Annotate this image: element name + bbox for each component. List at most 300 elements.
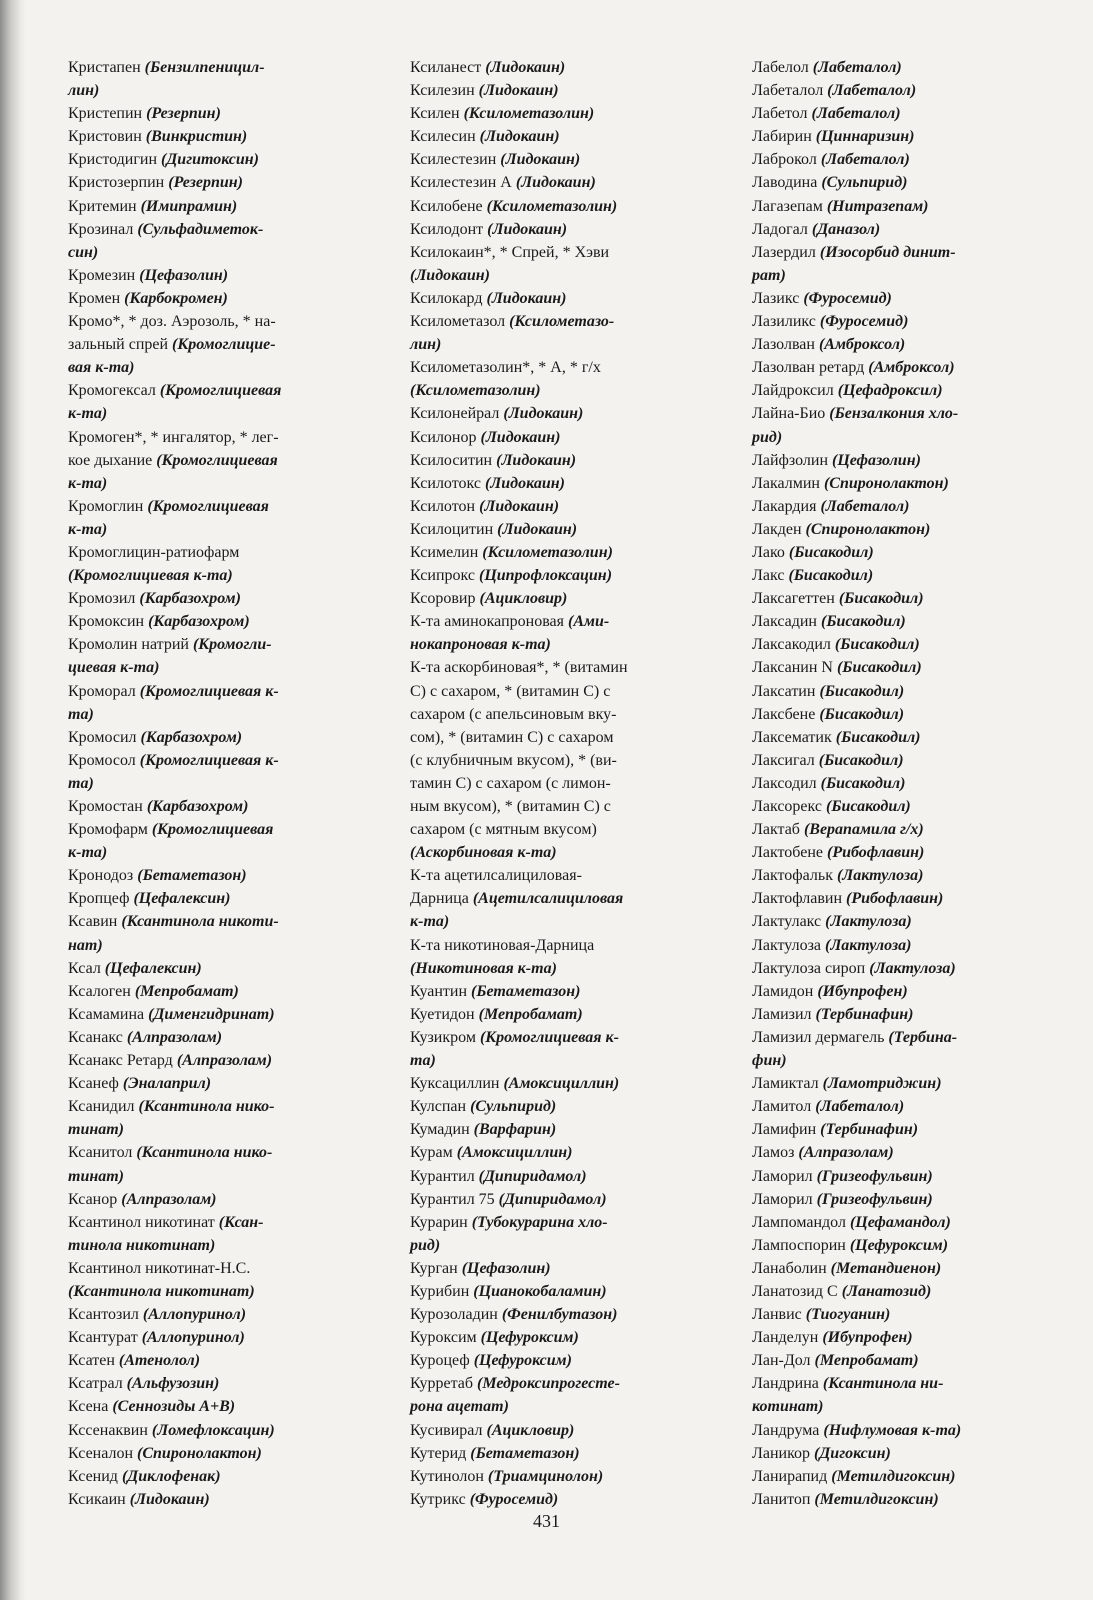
dictionary-entry-line (752, 957, 1032, 980)
generic-name-text: (Гризеофульвин) (816, 1190, 933, 1208)
dictionary-entry-line (68, 1003, 340, 1026)
column-3 (752, 56, 1032, 1511)
generic-name-text: (Ксантинола никоти- (121, 913, 279, 931)
dictionary-entry-line (752, 1165, 1032, 1188)
dictionary-entry-line (68, 1257, 340, 1280)
generic-name-text: (Тубокурарина хло- (471, 1213, 608, 1231)
dictionary-entry-line (410, 264, 690, 287)
dictionary-entry-line (752, 587, 1032, 610)
generic-name-text: к-та) (68, 474, 108, 492)
generic-name-text: (Дигоксин) (814, 1444, 891, 1462)
trade-name-text: Лайдроксил (752, 382, 838, 400)
generic-name-text: (Амброксол) (868, 359, 955, 377)
trade-name-text: Лан-Дол (752, 1352, 815, 1370)
generic-name-text: (Ксилометазо- (509, 313, 615, 331)
generic-name-text: (Ибупрофен) (817, 982, 908, 1000)
generic-name-text: (Лидокаин) (479, 128, 560, 146)
generic-name-text: (Ксилометазолин) (486, 197, 618, 215)
dictionary-entry-line (410, 864, 690, 887)
trade-name-text: Лаксодил (752, 774, 821, 792)
generic-name-text: (Лидокаин) (485, 59, 566, 76)
generic-name-text: (Алпразолам) (798, 1144, 894, 1162)
generic-name-text: вая к-та) (68, 359, 135, 377)
trade-name-text: Ксилодонт (410, 220, 488, 238)
trade-name-text: Лабирин (752, 128, 816, 146)
dictionary-entry-line (410, 887, 690, 910)
dictionary-entry-line (68, 495, 340, 518)
generic-name-text: к-та) (68, 405, 108, 423)
generic-name-text: (Медроксипрогесте- (477, 1375, 620, 1393)
dictionary-entry-line (752, 633, 1032, 656)
trade-name-text: Лаводина (752, 174, 822, 192)
dictionary-entry-line (752, 218, 1032, 241)
dictionary-entry-line (752, 195, 1032, 218)
generic-name-text: (Амоксициллин) (456, 1144, 573, 1162)
generic-name-text: (Сульпирид) (821, 174, 908, 192)
dictionary-entry-line (752, 333, 1032, 356)
generic-name-text: (Ксилометазолин) (463, 105, 595, 123)
dictionary-entry-line (68, 287, 340, 310)
trade-name-text: Ксилокард (410, 289, 487, 307)
trade-name-text: Лактулоза (752, 936, 825, 954)
dictionary-entry-line (752, 934, 1032, 957)
dictionary-entry-line (410, 749, 690, 772)
dictionary-entry-line (752, 541, 1032, 564)
dictionary-entry-line (752, 1303, 1032, 1326)
generic-name-text: (Амоксициллин) (503, 1075, 620, 1093)
dictionary-entry-line (752, 356, 1032, 379)
trade-name-text: Ламитол (752, 1098, 816, 1116)
dictionary-entry-line (410, 287, 690, 310)
dictionary-entry-line (410, 656, 690, 679)
dictionary-entry-line (752, 379, 1032, 402)
dictionary-entry-line (752, 680, 1032, 703)
dictionary-entry-line (410, 1165, 690, 1188)
dictionary-entry-line (68, 1211, 340, 1234)
trade-name-text: ным вкусом), * (витамин С) с (410, 798, 611, 815)
dictionary-entry-line (68, 633, 340, 656)
trade-name-text: Кристозерпин (68, 174, 169, 192)
trade-name-text: Кропцеф (68, 890, 134, 908)
dictionary-entry-line (410, 218, 690, 241)
generic-name-text: тинола никотинат) (68, 1236, 216, 1254)
trade-name-text: Ксилобене (410, 197, 487, 215)
dictionary-entry-line (752, 518, 1032, 541)
trade-name-text: Лако (752, 543, 789, 561)
generic-name-text: (Лидокаин) (478, 82, 559, 100)
generic-name-text: (Дипиридамол) (498, 1190, 607, 1208)
generic-name-text: (Альфузозин) (126, 1375, 220, 1393)
dictionary-entry-line (410, 1465, 690, 1488)
trade-name-text: Кромоксин (68, 613, 149, 631)
dictionary-entry-line (68, 1465, 340, 1488)
generic-name-text: (Бензалкония хло- (829, 405, 959, 423)
generic-name-text: (Сеннозиды А+В) (112, 1398, 236, 1416)
trade-name-text: Куроксим (410, 1329, 481, 1347)
dictionary-entry-line (752, 287, 1032, 310)
dictionary-entry-line (68, 79, 340, 102)
dictionary-entry-line (752, 1326, 1032, 1349)
dictionary-entry-line (68, 171, 340, 194)
generic-name-text: (Алпразолам) (176, 1052, 273, 1070)
dictionary-entry-line (68, 1049, 340, 1072)
trade-name-text: Ламиктал (752, 1075, 823, 1093)
trade-name-text: Ксамамина (68, 1005, 149, 1023)
generic-name-text: (Цефалексин) (133, 890, 231, 908)
trade-name-text: Ксилоцитин (410, 520, 498, 538)
trade-name-text: Лаксигал (752, 751, 819, 769)
trade-name-text: Ксилестезин (410, 151, 501, 169)
trade-name-text: Лаксатин (752, 682, 820, 700)
dictionary-entry-line (410, 1488, 690, 1511)
dictionary-entry-line (68, 1395, 340, 1418)
generic-name-text: (Резерпин) (146, 105, 221, 123)
generic-name-text: (Лидокаин) (503, 405, 584, 423)
generic-name-text: (Метилдигоксин) (814, 1490, 939, 1508)
dictionary-entry-line (68, 1419, 340, 1442)
dictionary-entry-line (68, 472, 340, 495)
trade-name-text: Ландрума (752, 1421, 824, 1439)
dictionary-entry-line (68, 1095, 340, 1118)
trade-name-text: Ламизил (752, 1005, 816, 1023)
dictionary-entry-line (752, 610, 1032, 633)
dictionary-entry-line (68, 1234, 340, 1257)
dictionary-entry-line (68, 1349, 340, 1372)
trade-name-text: Куантин (410, 982, 472, 1000)
dictionary-entry-line (410, 1141, 690, 1164)
generic-name-text: (Кромоглициевая (151, 821, 274, 839)
trade-name-text: Ксатен (68, 1352, 119, 1370)
trade-name-text: Курантил (410, 1167, 479, 1185)
trade-name-text: сахаром (с мятным вкусом) (410, 821, 597, 839)
trade-name-text: Лакалмин (752, 474, 824, 492)
dictionary-entry-line (752, 910, 1032, 933)
dictionary-entry-line (68, 1165, 340, 1188)
generic-name-text: (Кромоглицие- (172, 336, 276, 354)
trade-name-text: Ксал (68, 959, 105, 977)
generic-name-text: (Лидокаин) (515, 174, 596, 192)
trade-name-text: Ксилонор (410, 428, 481, 446)
dictionary-entry-line (410, 587, 690, 610)
generic-name-text: (Лидокаин) (486, 289, 567, 307)
generic-name-text: (Бисакодил) (788, 543, 874, 561)
dictionary-entry-line (410, 1395, 690, 1418)
trade-name-text: Ксантозил (68, 1306, 143, 1324)
trade-name-text: Кумадин (410, 1121, 474, 1139)
generic-name-text: (Атенолол) (118, 1352, 201, 1370)
dictionary-entry-line (68, 980, 340, 1003)
dictionary-entry-line (752, 1095, 1032, 1118)
generic-name-text: (Лидокаин) (484, 474, 565, 492)
generic-name-text: (Дипиридамол) (478, 1167, 587, 1185)
dictionary-entry-line (752, 171, 1032, 194)
generic-name-text: лин) (410, 336, 442, 354)
generic-name-text: (Бисакодил) (838, 590, 924, 608)
generic-name-text: (Винкристин) (145, 128, 248, 146)
dictionary-entry-line (68, 56, 340, 79)
trade-name-text: С) с сахаром, * (витамин С) с (410, 682, 611, 700)
dictionary-entry-line (410, 171, 690, 194)
generic-name-text: (Ципрофлоксацин) (478, 567, 613, 585)
trade-name-text: Кромогексал (68, 382, 160, 400)
trade-name-text: Куетидон (410, 1005, 479, 1023)
trade-name-text: Кромоглицин-ратиофарм (68, 543, 240, 561)
dictionary-entry-line (752, 1419, 1032, 1442)
dictionary-entry-line (410, 1026, 690, 1049)
generic-name-text: (Лабеталол) (827, 82, 917, 100)
page-spine-shadow (0, 0, 26, 1600)
dictionary-entry-line (752, 1188, 1032, 1211)
generic-name-text: (Ацикловир) (479, 590, 568, 608)
trade-name-text: Лактулакс (752, 913, 826, 931)
dictionary-entry-line (410, 1349, 690, 1372)
trade-name-text: Кузикром (410, 1028, 480, 1046)
generic-name-text: (Ксантинола ни- (822, 1375, 944, 1393)
dictionary-entry-line (410, 1280, 690, 1303)
generic-name-text: (Бисакодил) (820, 774, 906, 792)
dictionary-entry-line (410, 125, 690, 148)
dictionary-entry-line (410, 795, 690, 818)
trade-name-text: Куроцеф (410, 1352, 474, 1370)
generic-name-text: (Карбокромен) (124, 289, 228, 307)
generic-name-text: (Бисакодил) (821, 613, 906, 631)
trade-name-text: Ксилоситин (410, 451, 497, 469)
trade-name-text: Ксилестезин А (410, 174, 516, 192)
dictionary-entry-line (752, 1141, 1032, 1164)
generic-name-text: (Дигитоксин) (161, 151, 259, 169)
generic-name-text: (Ланатозид) (841, 1282, 932, 1300)
dictionary-entry-line (752, 449, 1032, 472)
trade-name-text: Ксанакс Ретард (68, 1052, 177, 1070)
dictionary-entry-line (752, 1257, 1032, 1280)
generic-name-text: лин) (68, 82, 100, 100)
generic-name-text: (Лабеталол) (815, 1098, 905, 1116)
dictionary-entry-line (752, 656, 1032, 679)
trade-name-text: Курозоладин (410, 1306, 502, 1324)
generic-name-text: к-та) (68, 844, 108, 862)
trade-name-text: Лаксадин (752, 613, 821, 631)
dictionary-entry-line (410, 1326, 690, 1349)
generic-name-text: (Бисакодил) (819, 682, 905, 700)
generic-name-text: (Ксилометазолин) (410, 382, 541, 400)
dictionary-entry-line (68, 864, 340, 887)
dictionary-entry-line (752, 426, 1032, 449)
trade-name-text: Ксавин (68, 913, 122, 931)
trade-name-text: тамин С) с сахаром (с лимон- (410, 774, 611, 792)
trade-name-text: Ланвис (752, 1306, 806, 1324)
dictionary-entry-line (68, 356, 340, 379)
trade-name-text: Кристовин (68, 128, 146, 146)
dictionary-entry-line (752, 980, 1032, 1003)
generic-name-text: (Лидокаин) (500, 151, 581, 169)
generic-name-text: (Рибофлавин) (846, 890, 944, 908)
trade-name-text: Ламорил (752, 1190, 817, 1208)
dictionary-entry-line (410, 472, 690, 495)
trade-name-text: Ксилокаин*, * Спрей, * Хэви (410, 243, 610, 261)
generic-name-text: (Эналаприл) (122, 1075, 212, 1093)
dictionary-entry-line (410, 518, 690, 541)
generic-name-text: (Никотиновая к-та) (410, 959, 557, 977)
generic-name-text: (Бисакодил) (819, 705, 905, 723)
trade-name-text: Ланикор (752, 1444, 815, 1462)
generic-name-text: (Бисакодил) (826, 798, 911, 815)
trade-name-text: Кромозил (68, 590, 140, 608)
dictionary-entry-line (410, 680, 690, 703)
dictionary-entry-line (410, 449, 690, 472)
generic-name-text: (Тербинафин) (820, 1121, 919, 1139)
dictionary-entry-line (68, 1488, 340, 1511)
dictionary-entry-line (68, 587, 340, 610)
dictionary-entry-line (68, 195, 340, 218)
generic-name-text: (Кромоглициевая к-та) (68, 567, 233, 585)
trade-name-text: Лабеталол (752, 82, 828, 100)
trade-name-text: Кронодоз (68, 867, 138, 885)
trade-name-text: Кутрикс (410, 1490, 470, 1508)
generic-name-text: (Спиронолактон) (137, 1444, 262, 1462)
trade-name-text: Ксилонейрал (410, 405, 504, 423)
trade-name-text: Ламорил (752, 1167, 817, 1185)
generic-name-text: (Лабеталол) (820, 497, 910, 515)
generic-name-text: (Цефазолин) (461, 1259, 551, 1277)
trade-name-text: Кристодигин (68, 151, 162, 169)
generic-name-text: (Сульфадиметок- (137, 220, 264, 238)
dictionary-entry-line (410, 980, 690, 1003)
generic-name-text: (Ксантинола никотинат) (68, 1282, 255, 1300)
dictionary-entry-line (68, 934, 340, 957)
generic-name-text: (Кромогли- (192, 636, 272, 654)
generic-name-text: (Изосорбид динит- (819, 243, 956, 261)
generic-name-text: (Алпразолам) (126, 1028, 223, 1046)
trade-name-text: Кссенаквин (68, 1421, 152, 1439)
trade-name-text: Кромен (68, 289, 125, 307)
trade-name-text: Ланитоп (752, 1490, 815, 1508)
generic-name-text: (Мепробамат) (134, 982, 239, 1000)
generic-name-text: (Лабеталол) (812, 59, 902, 76)
trade-name-text: К-та ацетилсалициловая- (410, 867, 582, 885)
generic-name-text: (Амброксол) (818, 336, 906, 354)
dictionary-entry-line (752, 79, 1032, 102)
trade-name-text: Лаксакодил (752, 636, 835, 654)
dictionary-entry-line (68, 1072, 340, 1095)
dictionary-entry-line (68, 818, 340, 841)
generic-name-text: рид) (752, 428, 783, 446)
trade-name-text: Кусивирал (410, 1421, 487, 1439)
generic-name-text: (Цефуроксим) (849, 1236, 949, 1254)
dictionary-entry-line (68, 1188, 340, 1211)
dictionary-entry-line (752, 818, 1032, 841)
trade-name-text: Ксилотон (410, 497, 480, 515)
generic-name-text: (Кромоглициевая (156, 451, 278, 469)
trade-name-text: Курретаб (410, 1375, 477, 1393)
dictionary-entry-line (68, 264, 340, 287)
dictionary-entry-line (410, 426, 690, 449)
generic-name-text: (Ибупрофен) (822, 1329, 913, 1347)
dictionary-entry-line (752, 864, 1032, 887)
dictionary-entry-line (752, 1349, 1032, 1372)
generic-name-text: тинат) (68, 1167, 124, 1185)
generic-name-text: (Гризеофульвин) (816, 1167, 933, 1185)
dictionary-entry-line (68, 610, 340, 633)
generic-name-text: рат) (752, 266, 786, 284)
generic-name-text: к-та) (410, 913, 450, 931)
generic-name-text: (Цефазолин) (139, 266, 229, 284)
dictionary-entry-line (410, 241, 690, 264)
dictionary-entry-line (752, 772, 1032, 795)
dictionary-entry-line (410, 610, 690, 633)
generic-name-text: (Нитразепам) (826, 197, 929, 215)
dictionary-entry-line (410, 1234, 690, 1257)
dictionary-entry-line (68, 680, 340, 703)
dictionary-entry-line (68, 772, 340, 795)
dictionary-entry-line (68, 1141, 340, 1164)
trade-name-text: Лактаб (752, 821, 804, 839)
trade-name-text: (с клубничным вкусом), * (ви- (410, 751, 617, 769)
trade-name-text: Ксанор (68, 1190, 122, 1208)
generic-name-text: фин) (752, 1052, 787, 1070)
generic-name-text: (Цефуроксим) (473, 1352, 572, 1370)
generic-name-text: (Карбазохром) (140, 728, 243, 746)
dictionary-entry-line (68, 402, 340, 425)
trade-name-text: К-та никотиновая-Дарница (410, 936, 595, 954)
generic-name-text: (Дименгидринат) (148, 1005, 275, 1023)
trade-name-text: Лактофальк (752, 867, 837, 885)
generic-name-text: (Цефамандол) (849, 1213, 951, 1231)
dictionary-entry-line (68, 726, 340, 749)
dictionary-entry-line (410, 841, 690, 864)
dictionary-entry-line (68, 749, 340, 772)
dictionary-entry-line (410, 541, 690, 564)
trade-name-text: Курган (410, 1259, 462, 1277)
dictionary-entry-line (68, 1280, 340, 1303)
trade-name-text: Лактофлавин (752, 890, 847, 908)
generic-name-text: та) (410, 1052, 436, 1070)
generic-name-text: (Рибофлавин) (827, 844, 925, 862)
dictionary-entry-line (752, 125, 1032, 148)
generic-name-text: (Даназол) (811, 220, 881, 238)
dictionary-entry-line (410, 1188, 690, 1211)
trade-name-text: Ландрина (752, 1375, 823, 1393)
dictionary-entry-line (68, 379, 340, 402)
generic-name-text: (Диклофенак) (121, 1467, 221, 1485)
generic-name-text: тинат) (68, 1121, 124, 1139)
generic-name-text: (Тербина- (888, 1028, 958, 1046)
dictionary-entry-line (752, 841, 1032, 864)
dictionary-entry-line (752, 102, 1032, 125)
dictionary-entry-line (410, 356, 690, 379)
trade-name-text: Кромофарм (68, 821, 152, 839)
trade-name-text: Ксена (68, 1398, 113, 1416)
generic-name-text: (Цефадроксил) (837, 382, 943, 400)
trade-name-text: Критемин (68, 197, 141, 215)
generic-name-text: (Спиронолактон) (805, 520, 931, 538)
dictionary-entry-line (410, 1211, 690, 1234)
trade-name-text: Курарин (410, 1213, 472, 1231)
trade-name-text: Лаксанин N (752, 659, 837, 677)
trade-name-text: Крозинал (68, 220, 138, 238)
trade-name-text: Ламифин (752, 1121, 821, 1139)
trade-name-text: Ланаболин (752, 1259, 831, 1277)
trade-name-text: Лактулоза сироп (752, 959, 870, 977)
dictionary-entry-line (410, 102, 690, 125)
trade-name-text: Кристапен (68, 59, 145, 76)
page-number: 431 (533, 1511, 560, 1531)
dictionary-entry-line (752, 1395, 1032, 1418)
generic-name-text: (Тиогуанин) (805, 1306, 891, 1324)
trade-name-text: Лаксагеттен (752, 590, 839, 608)
trade-name-text: Ксоровир (410, 590, 480, 608)
trade-name-text: Ксипрокс (410, 567, 479, 585)
trade-name-text: К-та аскорбиновая*, * (витамин (410, 659, 628, 677)
